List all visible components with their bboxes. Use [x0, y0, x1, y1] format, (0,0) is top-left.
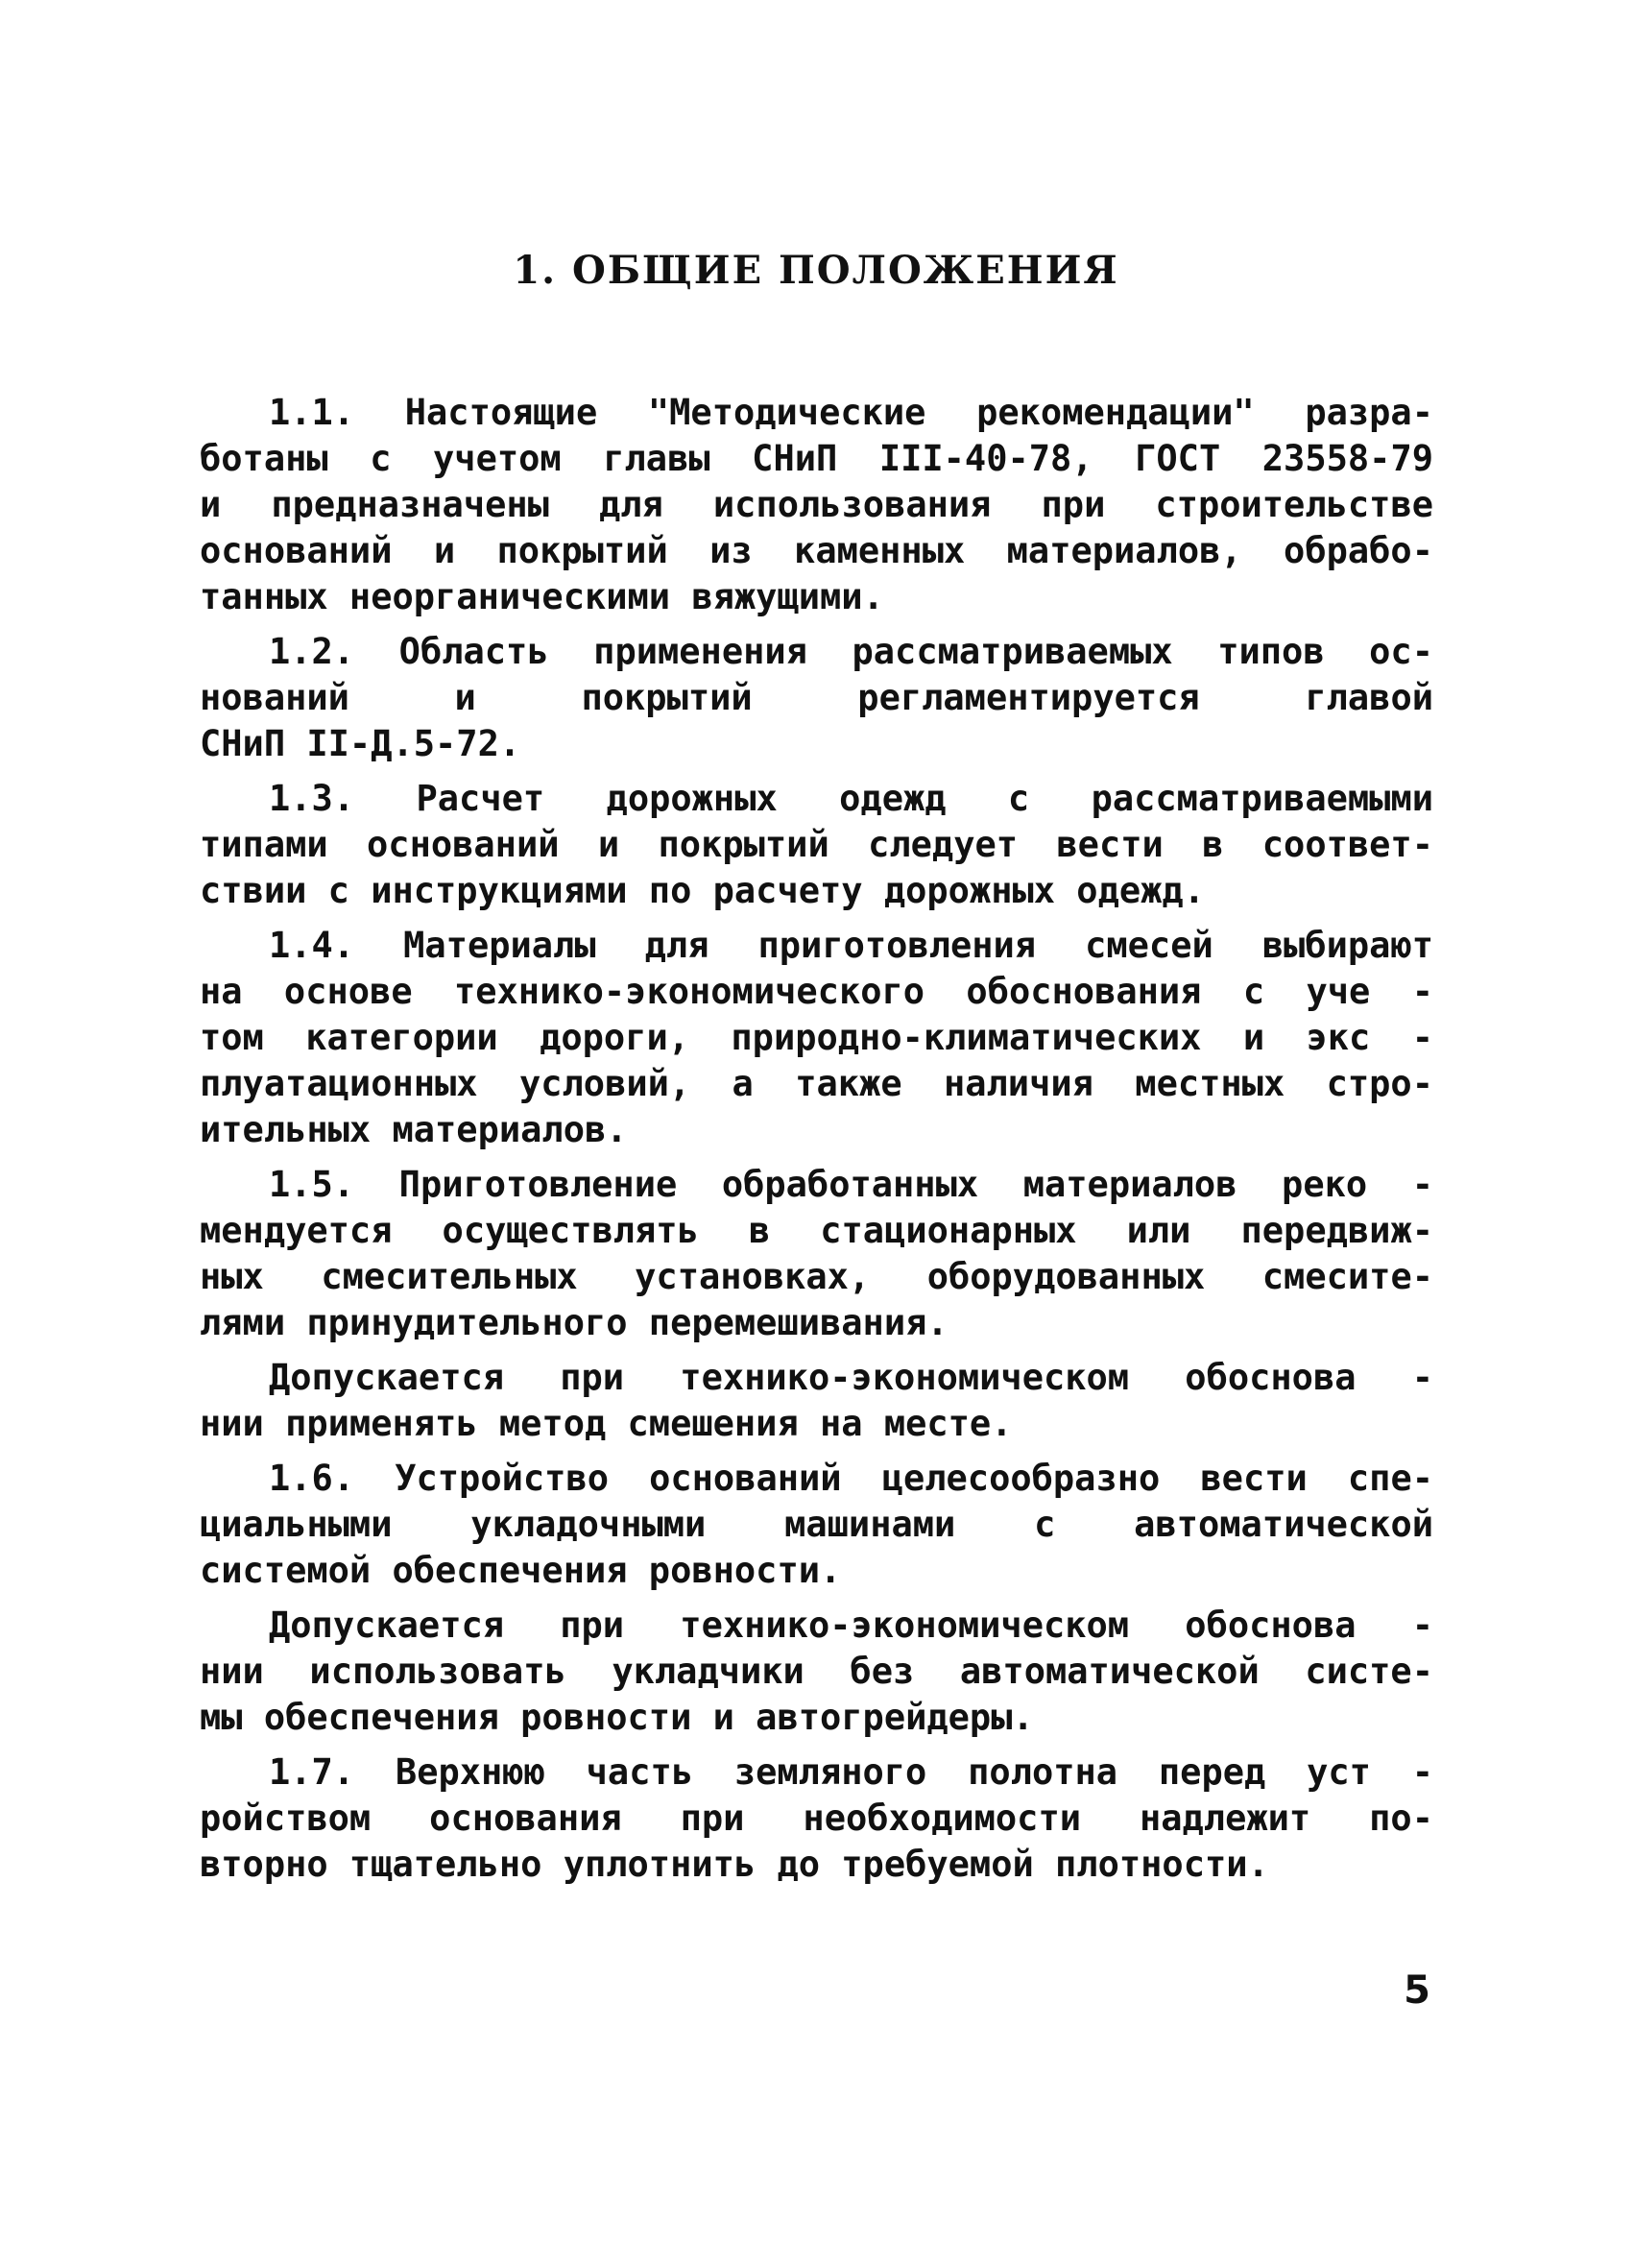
- text-line: 1.2. Область применения рассматриваемых типов ос-: [269, 631, 1433, 672]
- text-line: СНиП II-Д.5-72.: [200, 723, 521, 764]
- text-line: нии применять метод смешения на месте.: [200, 1403, 1013, 1444]
- text-line: плуатационных условий, а также наличия местных стро-: [200, 1063, 1433, 1104]
- text-line: ительных материалов.: [200, 1109, 628, 1150]
- text-line: 1.4. Материалы для приготовления смесей выбирают: [269, 925, 1433, 966]
- text-line: 1.7. Верхнюю часть земляного полотна перед уст -: [269, 1751, 1433, 1793]
- text-line: типами оснований и покрытий следует вести в соответ-: [200, 824, 1433, 865]
- text-line: 1.5. Приготовление обработанных материалов реко -: [269, 1164, 1433, 1205]
- text-line: на основе технико-экономического обоснования с уче -: [200, 971, 1433, 1012]
- section-title: 1. ОБЩИЕ ПОЛОЖЕНИЯ: [513, 248, 1119, 293]
- text-line: мендуется осуществлять в стационарных или передвиж-: [200, 1210, 1433, 1251]
- text-line: вторно тщательно уплотнить до требуемой плотности.: [200, 1844, 1269, 1885]
- text-line: ботаны с учетом главы СНиП III-40-78, ГОСТ 23558-79: [200, 438, 1433, 479]
- text-line: ствии с инструкциями по расчету дорожных одежд.: [200, 870, 1205, 911]
- text-line: системой обеспечения ровности.: [200, 1550, 842, 1591]
- text-line: 1.3. Расчет дорожных одежд с рассматриваемыми: [269, 778, 1433, 819]
- text-line: 1.1. Настоящие "Методические рекомендации" разра-: [269, 392, 1433, 433]
- text-line: Допускается при технико-экономическом обоснова -: [269, 1357, 1433, 1398]
- text-line: ных смесительных установках, оборудованных смесите-: [200, 1256, 1433, 1297]
- text-line: нований и покрытий регламентируется главой: [200, 677, 1433, 718]
- text-line: мы обеспечения ровности и автогрейдеры.: [200, 1697, 1034, 1738]
- text-line: том категории дороги, природно-климатических и экс -: [200, 1017, 1433, 1058]
- text-line: 1.6. Устройство оснований целесообразно вести спе-: [269, 1458, 1433, 1499]
- text-line: нии использовать укладчики без автоматической систе-: [200, 1651, 1433, 1692]
- text-line: ройством основания при необходимости надлежит по-: [200, 1798, 1433, 1839]
- text-line: циальными укладочными машинами с автоматической: [200, 1504, 1433, 1545]
- text-line: лями принудительного перемешивания.: [200, 1302, 949, 1343]
- text-line: танных неорганическими вяжущими.: [200, 576, 884, 617]
- page-number: 5: [1404, 1968, 1430, 2013]
- text-line: Допускается при технико-экономическом обоснова -: [269, 1604, 1433, 1646]
- text-line: оснований и покрытий из каменных материалов, обрабо-: [200, 530, 1433, 571]
- text-line: и предназначены для использования при строительстве: [200, 484, 1433, 525]
